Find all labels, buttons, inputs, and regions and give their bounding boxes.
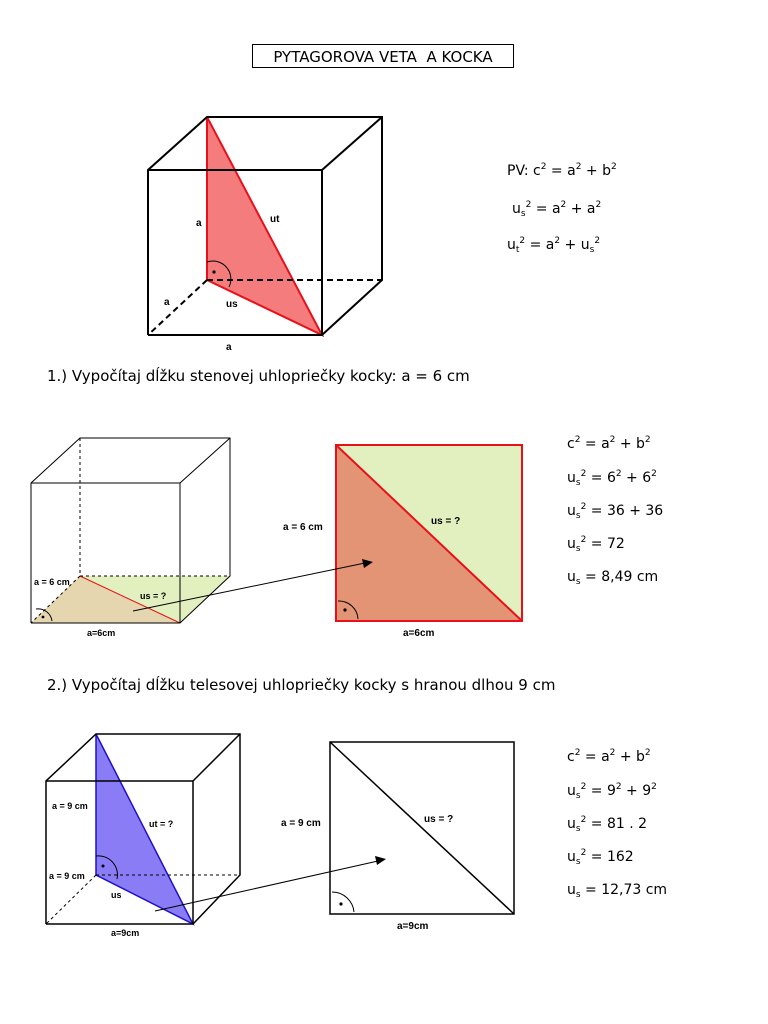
t2-cube-label-body-diag: ut = ? [149,819,174,829]
t2-square-label-diag: us = ? [424,814,454,825]
t1-square-label-side: a = 6 cm [283,522,323,533]
task1-arrow [120,555,380,620]
label-edge-a-vertical: a [196,218,202,229]
t1-cube-label-diag: us = ? [140,591,167,601]
t1-step-4: $u_s^2 = 72$ [567,535,625,554]
formula-face-diagonal: $u_s^2 = a^2 + a^2$ [512,200,602,219]
t1-square-label-bottom: a=6cm [403,628,435,639]
t2-step-3: $u_s^2 = 81$ . 2 [567,815,648,834]
page-title: PYTAGOROVA VETA A KOCKA [252,44,514,68]
t1-step-1: $c^2 = a^2 + b^2$ [567,435,651,452]
t2-cube-label-face-diag: us [111,890,122,900]
label-edge-a-depth: a [164,297,170,308]
task1-text: 1.) Vypočítaj dĺžku stenovej uhlopriečky kocky: a = 6 cm [47,367,470,385]
t2-step-1: $c^2 = a^2 + b^2$ [567,748,651,765]
label-face-diagonal: us [226,299,238,310]
t2-cube-label-side-mid: a = 9 cm [49,871,85,881]
t1-cube-label-side: a = 6 cm [34,577,70,587]
formula-body-diagonal: $u_t^2 = a^2 + u_s^2$ [507,236,601,255]
t1-square-label-diag: us = ? [431,516,461,527]
body-diagonal-triangle [207,117,322,335]
t1-cube-label-bottom: a=6cm [87,628,116,638]
intro-cube-figure [140,110,390,355]
formula-pythagoras: PV: $c^2 = a^2 + b^2$ [507,162,617,179]
t2-step-4: $u_s^2 = 162$ [567,848,634,867]
label-body-diagonal: ut [270,214,280,225]
t1-step-3: $u_s^2 = 36 + 36$ [567,502,664,521]
t2-cube-label-side-top: a = 9 cm [52,801,88,811]
t2-square-label-side: a = 9 cm [281,818,321,829]
t2-step-2: $u_s^2 = 9^2 + 9^2$ [567,782,657,801]
task2-arrow [150,850,390,920]
t2-square-label-bottom: a=9cm [397,921,429,932]
t1-step-2: $u_s^2 = 6^2 + 6^2$ [567,469,657,488]
t2-result: $u_s = 12,73$ cm [567,882,668,900]
label-edge-a-bottom: a [226,342,232,353]
t1-result: $u_s = 8,49$ cm [567,569,659,587]
task2-text: 2.) Vypočítaj dĺžku telesovej uhlopriečky kocky s hranou dlhou 9 cm [47,676,556,694]
t2-cube-label-bottom: a=9cm [111,928,140,938]
